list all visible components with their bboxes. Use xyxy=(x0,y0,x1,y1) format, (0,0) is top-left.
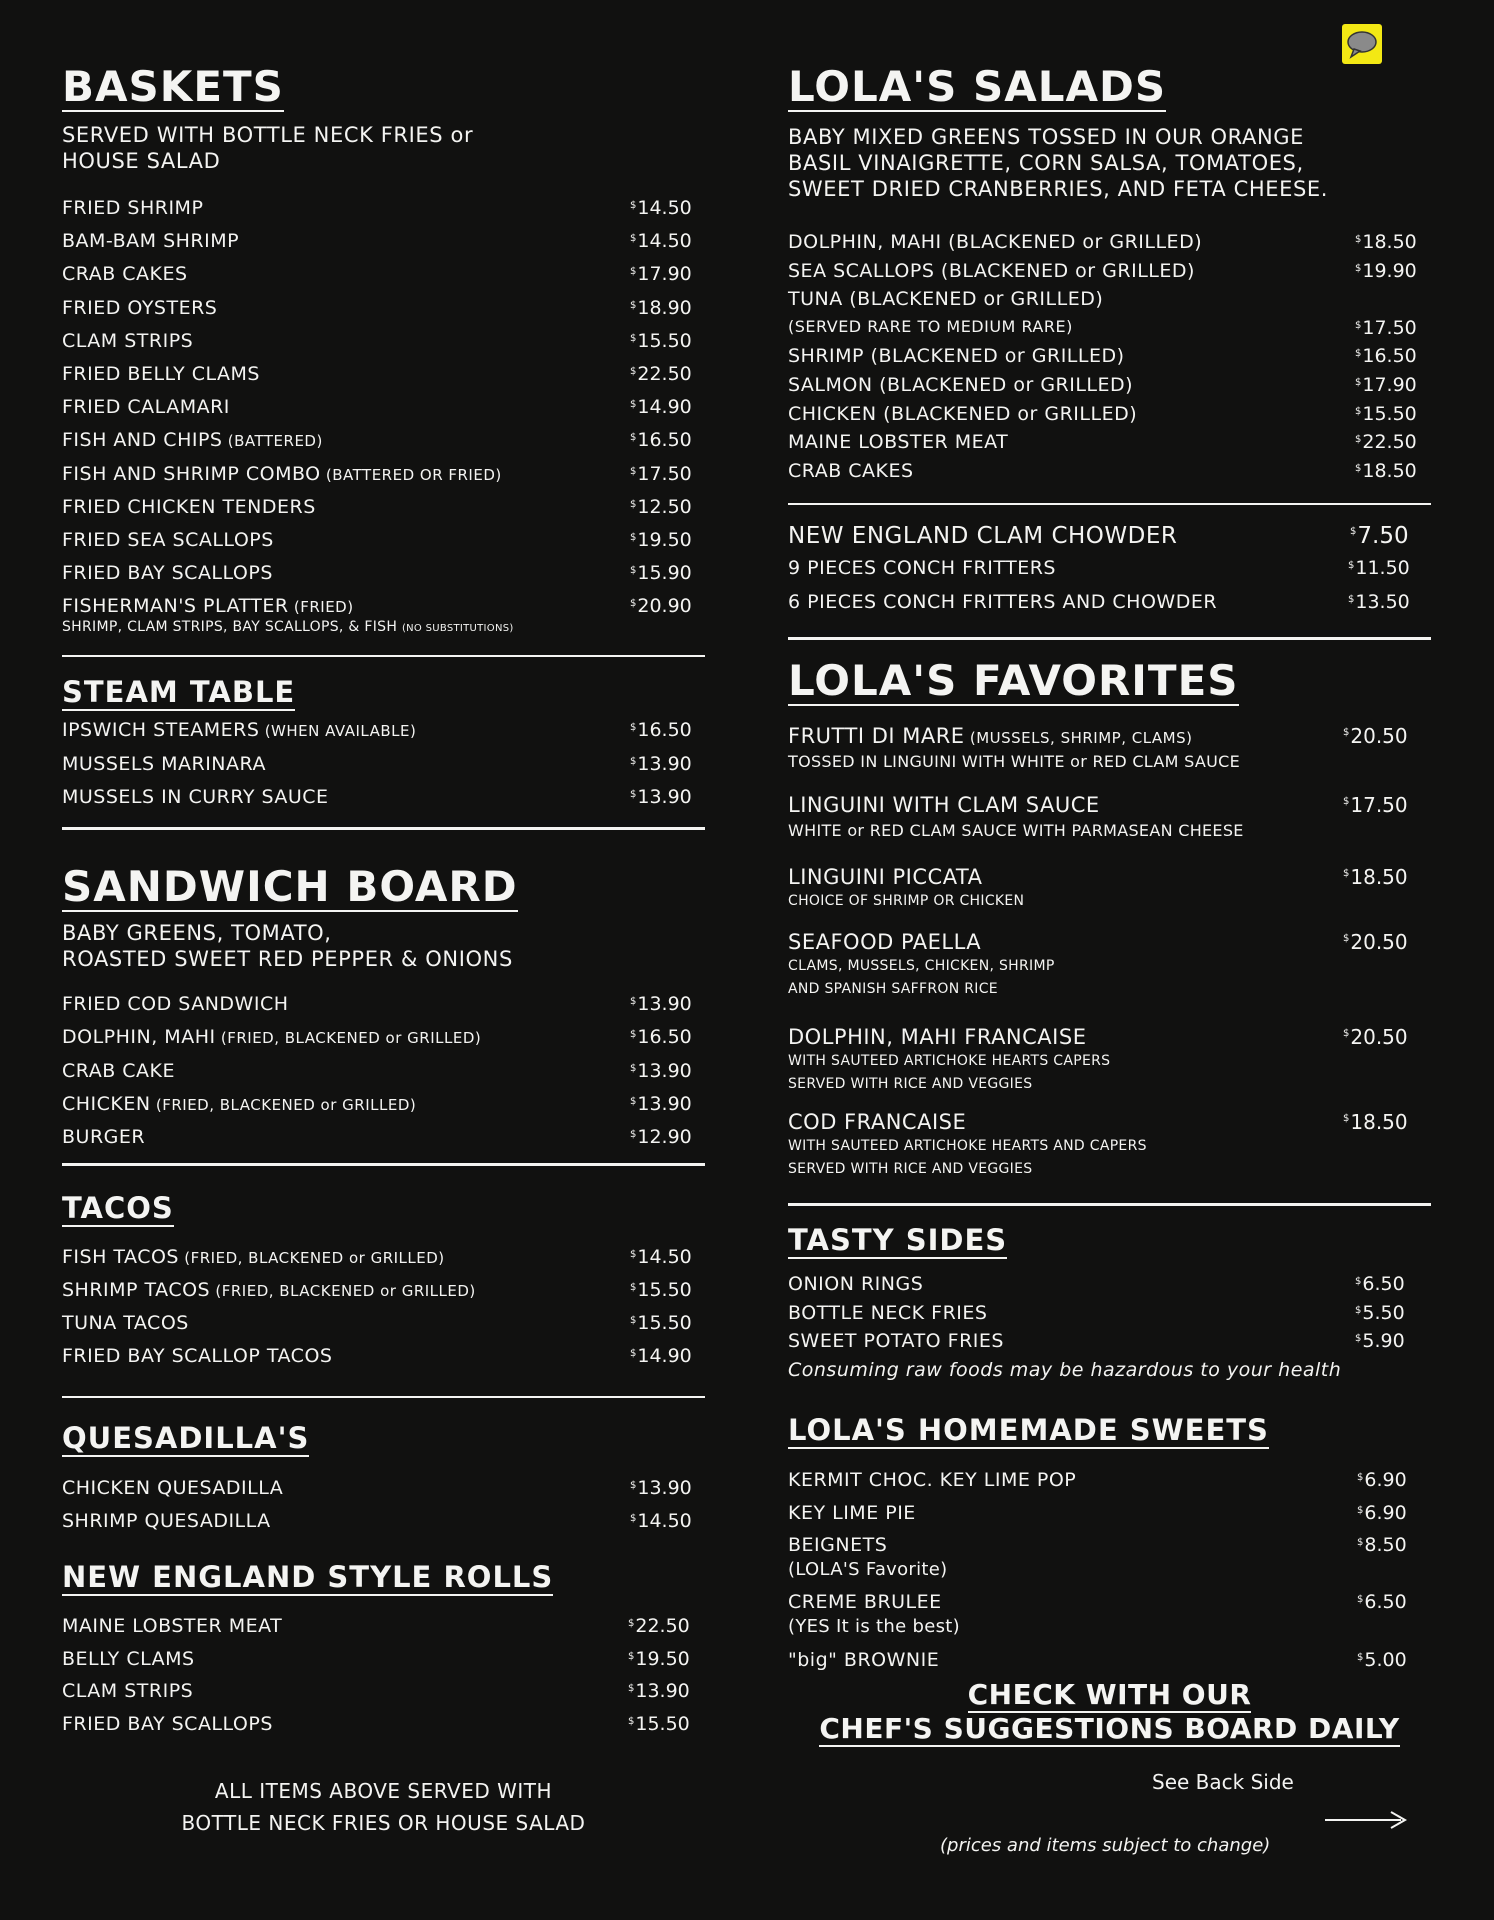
menu-item-label: BAM-BAM SHRIMP xyxy=(62,230,240,253)
sweets-title: LOLA'S HOMEMADE SWEETS xyxy=(788,1413,1269,1447)
menu-item-name xyxy=(62,198,203,219)
favorite-item-detail: TOSSED IN LINGUINI WITH WHITE or RED CLAM SAUCE xyxy=(788,752,1241,771)
menu-item-name xyxy=(788,318,1073,336)
menu-item-price: $14.50 xyxy=(630,230,692,253)
menu-item-label: MUSSELS IN CURRY SAUCE xyxy=(62,786,329,808)
favorite-item-price: $18.50 xyxy=(1343,865,1408,889)
menu-item-price: $15.50 xyxy=(1355,402,1417,425)
menu-item-name xyxy=(62,596,354,617)
menu-item-price: $14.50 xyxy=(630,1246,692,1268)
menu-item-label: CHICKEN QUESADILLA xyxy=(62,1477,284,1499)
menu-item-name xyxy=(62,720,416,741)
menu-item-price: $17.90 xyxy=(1355,374,1417,396)
menu-item-label: MAINE LOBSTER MEAT xyxy=(62,1615,283,1637)
menu-item-name xyxy=(62,563,273,584)
menu-item-price: $18.50 xyxy=(1355,459,1417,482)
menu-item-note: (FRIED) xyxy=(288,598,354,617)
menu-item-label: SHRIMP (BLACKENED or GRILLED) xyxy=(788,345,1125,368)
divider xyxy=(62,1163,705,1166)
favorite-item-name xyxy=(788,794,1100,817)
menu-item-label: CHICKEN xyxy=(62,1092,151,1115)
favorite-item-price: $18.50 xyxy=(1343,1110,1408,1134)
arrow-right-icon xyxy=(1323,1808,1409,1832)
left-footer-line-2: BOTTLE NECK FRIES OR HOUSE SALAD xyxy=(181,1811,586,1835)
menu-item-name xyxy=(62,1681,193,1702)
menu-item-price: $22.50 xyxy=(628,1615,690,1637)
menu-item-name xyxy=(62,1649,195,1670)
sweet-item-price: $6.90 xyxy=(1357,1502,1407,1524)
menu-item-price: $16.50 xyxy=(1355,345,1417,368)
favorite-item-price: $17.50 xyxy=(1343,793,1408,817)
menu-item-price: $13.90 xyxy=(630,1059,692,1082)
menu-item-label: FRIED BAY SCALLOP TACOS xyxy=(62,1345,333,1367)
favorite-item-detail: WHITE or RED CLAM SAUCE WITH PARMASEAN CHEESE xyxy=(788,821,1244,840)
menu-item-label: 9 PIECES CONCH FRITTERS xyxy=(788,557,1056,579)
favorite-item-label: LINGUINI WITH CLAM SAUCE xyxy=(788,793,1100,817)
menu-item-price: $11.50 xyxy=(1348,557,1410,579)
menu-item-name xyxy=(62,497,316,518)
menu-item-label: TUNA TACOS xyxy=(62,1312,189,1334)
menu-item-price: $15.50 xyxy=(630,1279,692,1301)
favorite-item-label: SEAFOOD PAELLA xyxy=(788,930,982,954)
menu-item-name xyxy=(788,404,1137,425)
menu-item-name xyxy=(788,461,914,482)
menu-item-price: $16.50 xyxy=(630,719,692,741)
sides-title: TASTY SIDES xyxy=(788,1223,1008,1257)
menu-item-label: 6 PIECES CONCH FRITTERS AND CHOWDER xyxy=(788,591,1218,613)
menu-item-name xyxy=(62,787,329,808)
menu-item-note: (FRIED, BLACKENED or GRILLED) xyxy=(215,1029,482,1048)
menu-item-label: MUSSELS MARINARA xyxy=(62,752,266,775)
menu-item-name xyxy=(62,397,230,418)
menu-item-label: SEA SCALLOPS (BLACKENED or GRILLED) xyxy=(788,259,1195,282)
menu-item-name xyxy=(788,432,1008,453)
menu-item-label: FRIED COD SANDWICH xyxy=(62,993,289,1015)
favorite-item-name xyxy=(788,866,983,889)
menu-item-label: BELLY CLAMS xyxy=(62,1647,195,1670)
menu-item-name xyxy=(62,1247,445,1268)
favorite-item-detail: AND SPANISH SAFFRON RICE xyxy=(788,981,998,997)
sweet-item-name: BEIGNETS xyxy=(788,1534,888,1556)
menu-item-label: DOLPHIN, MAHI xyxy=(62,1026,216,1049)
menu-item-price: $14.50 xyxy=(630,1510,692,1532)
menu-item-label: FRIED BAY SCALLOPS xyxy=(62,562,273,585)
favorite-item-name xyxy=(788,1026,1086,1049)
menu-item-price: $17.50 xyxy=(630,462,692,485)
menu-item-note: (FRIED, BLACKENED or GRILLED) xyxy=(179,1249,445,1267)
baskets-subtitle-2: HOUSE SALAD xyxy=(62,149,221,173)
menu-item-price: $13.90 xyxy=(630,1092,692,1115)
favorite-item-name xyxy=(788,1111,966,1134)
menu-item-label: (SERVED RARE TO MEDIUM RARE) xyxy=(788,316,1073,336)
menu-item-label: IPSWICH STEAMERS xyxy=(62,719,260,741)
menu-item-label: MAINE LOBSTER MEAT xyxy=(788,431,1009,454)
divider xyxy=(788,637,1431,640)
chat-button[interactable] xyxy=(1342,24,1382,64)
salads-desc-2: BASIL VINAIGRETTE, CORN SALSA, TOMATOES, xyxy=(788,151,1304,175)
divider xyxy=(62,655,705,657)
menu-item-name xyxy=(788,1303,987,1324)
menu-item-price: $6.50 xyxy=(1355,1273,1405,1295)
menu-item-price: $13.90 xyxy=(628,1680,690,1703)
menu-item-name xyxy=(62,754,266,775)
menu-item-price: $16.50 xyxy=(630,429,692,452)
sandwich-board-title: SANDWICH BOARD xyxy=(62,862,518,911)
sweet-item-price: $6.50 xyxy=(1357,1591,1407,1613)
see-back-side[interactable]: See Back Side xyxy=(1152,1770,1294,1794)
menu-item-label: SALMON (BLACKENED or GRILLED) xyxy=(788,374,1134,396)
menu-item-price: $18.50 xyxy=(1355,231,1417,253)
menu-item-price: $22.50 xyxy=(1355,431,1417,454)
menu-item-note: (BATTERED) xyxy=(222,432,323,451)
sweet-item-name: "big" BROWNIE xyxy=(788,1649,940,1671)
menu-item-name xyxy=(62,430,323,451)
menu-item-name xyxy=(788,261,1195,282)
menu-item-name xyxy=(62,1511,271,1532)
menu-item-name xyxy=(62,530,274,551)
favorite-item-label: FRUTTI DI MARE xyxy=(788,724,965,748)
menu-item-name xyxy=(788,524,1177,549)
menu-item-price: $13.90 xyxy=(630,993,692,1015)
menu-item-label: FRIED BELLY CLAMS xyxy=(62,363,260,385)
menu-item-label: NEW ENGLAND CLAM CHOWDER xyxy=(788,523,1178,549)
menu-item-name xyxy=(62,1127,145,1148)
favorite-item-detail: WITH SAUTEED ARTICHOKE HEARTS AND CAPERS xyxy=(788,1138,1147,1154)
favorite-item-price: $20.50 xyxy=(1343,1025,1408,1049)
tacos-title: TACOS xyxy=(62,1191,174,1225)
menu-item-label: TUNA (BLACKENED or GRILLED) xyxy=(788,288,1104,311)
platter-detail: SHRIMP, CLAM STRIPS, BAY SCALLOPS, & FISH (NO SUBSTITUTIONS) xyxy=(62,619,514,635)
divider xyxy=(62,827,705,830)
favorite-item-name xyxy=(788,725,1193,748)
menu-item-name xyxy=(62,994,289,1015)
menu-item-name xyxy=(62,264,188,285)
chef-line-1: CHECK WITH OUR xyxy=(967,1678,1252,1711)
menu-item-price: $15.90 xyxy=(630,562,692,585)
chef-line-2: CHEF'S SUGGESTIONS BOARD DAILY xyxy=(819,1711,1400,1745)
left-footer-note xyxy=(62,1775,705,1839)
favorite-item-price: $20.50 xyxy=(1343,930,1408,954)
sweet-item-name: KERMIT CHOC. KEY LIME POP xyxy=(788,1469,1077,1491)
menu-item-label: BOTTLE NECK FRIES xyxy=(788,1301,988,1324)
speech-bubble-icon xyxy=(1342,24,1382,64)
sweet-item-detail: (YES It is the best) xyxy=(788,1616,960,1637)
favorite-item-detail: CLAMS, MUSSELS, CHICKEN, SHRIMP xyxy=(788,958,1055,974)
menu-item-name xyxy=(788,289,1103,310)
raw-food-warning: Consuming raw foods may be hazardous to your health xyxy=(788,1359,1342,1381)
salads-desc-3: SWEET DRIED CRANBERRIES, AND FETA CHEESE. xyxy=(788,177,1329,201)
menu-item-name xyxy=(788,592,1217,613)
menu-item-name xyxy=(788,346,1125,367)
divider xyxy=(788,1203,1431,1206)
sweet-item-detail: (LOLA'S Favorite) xyxy=(788,1559,948,1580)
favorite-item-detail: CHOICE OF SHRIMP OR CHICKEN xyxy=(788,893,1025,909)
price-disclaimer: (prices and items subject to change) xyxy=(940,1835,1271,1856)
sweet-item-name: CREME BRULEE xyxy=(788,1591,942,1613)
salads-title: LOLA'S SALADS xyxy=(788,62,1167,111)
menu-item-label: FISH AND SHRIMP COMBO xyxy=(62,462,321,485)
menu-item-label: DOLPHIN, MAHI (BLACKENED or GRILLED) xyxy=(788,231,1203,253)
menu-item-label: CHICKEN (BLACKENED or GRILLED) xyxy=(788,402,1138,425)
favorite-item-detail: SERVED WITH RICE AND VEGGIES xyxy=(788,1161,1033,1177)
menu-item-label: CRAB CAKES xyxy=(62,263,188,286)
menu-item-name xyxy=(62,1094,416,1115)
menu-item-price: $17.50 xyxy=(1355,316,1417,339)
menu-item-price: $13.90 xyxy=(630,1477,692,1499)
sweet-item-price: $5.00 xyxy=(1357,1649,1407,1671)
menu-item-name xyxy=(62,364,260,385)
favorite-item-label: LINGUINI PICCATA xyxy=(788,865,983,889)
steam-table-title: STEAM TABLE xyxy=(62,675,296,709)
menu-item-name xyxy=(788,1331,1004,1352)
menu-item-price: $15.50 xyxy=(628,1713,690,1736)
chef-suggestions xyxy=(788,1678,1431,1745)
menu-item-price: $14.90 xyxy=(630,1345,692,1367)
salads-desc-1: BABY MIXED GREENS TOSSED IN OUR ORANGE xyxy=(788,125,1305,149)
menu-item-name xyxy=(788,232,1202,253)
sandwich-subtitle-2: ROASTED SWEET RED PEPPER & ONIONS xyxy=(62,947,513,971)
baskets-title: BASKETS xyxy=(62,62,284,111)
menu-item-price: $19.50 xyxy=(630,529,692,551)
favorite-item-note: (MUSSELS, SHRIMP, CLAMS) xyxy=(964,729,1193,747)
menu-item-name xyxy=(62,331,193,352)
menu-item-price: $5.90 xyxy=(1355,1330,1405,1352)
sweet-item-name: KEY LIME PIE xyxy=(788,1502,916,1524)
menu-item-label: CRAB CAKES xyxy=(788,459,914,482)
menu-item-name xyxy=(62,298,217,319)
menu-item-label: SWEET POTATO FRIES xyxy=(788,1330,1004,1352)
menu-item-note: (BATTERED OR FRIED) xyxy=(320,465,502,484)
sweet-item-price: $8.50 xyxy=(1357,1534,1407,1556)
menu-item-price: $18.90 xyxy=(630,296,692,319)
menu-item-name xyxy=(62,464,502,485)
favorite-item-label: DOLPHIN, MAHI FRANCAISE xyxy=(788,1025,1087,1049)
menu-item-name xyxy=(62,1714,273,1735)
menu-item-label: FRIED BAY SCALLOPS xyxy=(62,1713,273,1736)
menu-item-label: BURGER xyxy=(62,1126,146,1149)
rolls-title: NEW ENGLAND STYLE ROLLS xyxy=(62,1560,554,1594)
favorites-title: LOLA'S FAVORITES xyxy=(788,656,1239,705)
favorite-item-name xyxy=(788,931,981,954)
divider xyxy=(62,1396,705,1398)
menu-item-note: (FRIED, BLACKENED or GRILLED) xyxy=(210,1282,476,1300)
menu-item-price: $13.90 xyxy=(630,752,692,775)
menu-item-price: $7.50 xyxy=(1350,523,1409,549)
favorite-item-detail: WITH SAUTEED ARTICHOKE HEARTS CAPERS xyxy=(788,1053,1111,1069)
menu-item-name xyxy=(62,1027,481,1048)
menu-item-price: $12.50 xyxy=(630,495,692,518)
sweet-item-price: $6.90 xyxy=(1357,1469,1407,1491)
menu-item-name xyxy=(62,231,239,252)
menu-item-note: (WHEN AVAILABLE) xyxy=(259,722,417,740)
menu-item-label: CLAM STRIPS xyxy=(62,329,194,352)
menu-item-price: $13.90 xyxy=(630,786,692,808)
menu-item-label: FISHERMAN'S PLATTER xyxy=(62,595,289,618)
menu-item-name xyxy=(62,1616,282,1637)
left-footer-line-1: ALL ITEMS ABOVE SERVED WITH xyxy=(214,1779,553,1803)
quesadillas-title: QUESADILLA'S xyxy=(62,1421,310,1455)
menu-item-price: $5.50 xyxy=(1355,1301,1405,1324)
menu-item-label: FRIED OYSTERS xyxy=(62,296,218,319)
menu-item-price: $14.90 xyxy=(630,396,692,419)
menu-item-label: CRAB CAKE xyxy=(62,1059,175,1082)
menu-item-label: ONION RINGS xyxy=(788,1273,924,1295)
menu-item-price: $16.50 xyxy=(630,1026,692,1049)
menu-item-price: $15.50 xyxy=(630,329,692,352)
favorite-item-detail: SERVED WITH RICE AND VEGGIES xyxy=(788,1076,1033,1092)
menu-item-name xyxy=(788,558,1056,579)
menu-item-price: $14.50 xyxy=(630,197,692,219)
menu-item-name xyxy=(62,1346,332,1367)
menu-item-label: FRIED CALAMARI xyxy=(62,396,230,419)
menu-item-price: $13.50 xyxy=(1348,591,1410,613)
menu-item-label: SHRIMP QUESADILLA xyxy=(62,1510,271,1532)
menu-item-name xyxy=(62,1280,476,1301)
menu-item-price: $17.90 xyxy=(630,263,692,286)
menu-item-price: $19.50 xyxy=(628,1647,690,1670)
baskets-subtitle-1: SERVED WITH BOTTLE NECK FRIES or xyxy=(62,123,474,147)
menu-item-label: FRIED SEA SCALLOPS xyxy=(62,529,274,551)
menu-item-label: SHRIMP TACOS xyxy=(62,1279,211,1301)
menu-item-price: $22.50 xyxy=(630,363,692,385)
menu-item-price: $20.90 xyxy=(630,595,692,618)
favorite-item-price: $20.50 xyxy=(1343,724,1408,748)
menu-item-price: $19.90 xyxy=(1355,259,1417,282)
menu-item-label: FRIED CHICKEN TENDERS xyxy=(62,495,316,518)
menu-item-label: FISH AND CHIPS xyxy=(62,429,223,452)
menu-item-name xyxy=(788,375,1133,396)
menu-item-name xyxy=(62,1313,189,1334)
menu-item-name xyxy=(62,1061,175,1082)
menu-item-name xyxy=(788,1274,923,1295)
favorite-item-label: COD FRANCAISE xyxy=(788,1110,967,1134)
menu-item-label: FRIED SHRIMP xyxy=(62,197,204,219)
menu-item-note: (FRIED, BLACKENED or GRILLED) xyxy=(150,1095,417,1114)
menu-item-label: CLAM STRIPS xyxy=(62,1680,194,1703)
sandwich-subtitle-1: BABY GREENS, TOMATO, xyxy=(62,921,332,945)
menu-item-label: FISH TACOS xyxy=(62,1246,179,1268)
menu-item-name xyxy=(62,1478,283,1499)
menu-item-price: $12.90 xyxy=(630,1126,692,1149)
divider xyxy=(788,503,1431,505)
menu-item-price: $15.50 xyxy=(630,1312,692,1334)
